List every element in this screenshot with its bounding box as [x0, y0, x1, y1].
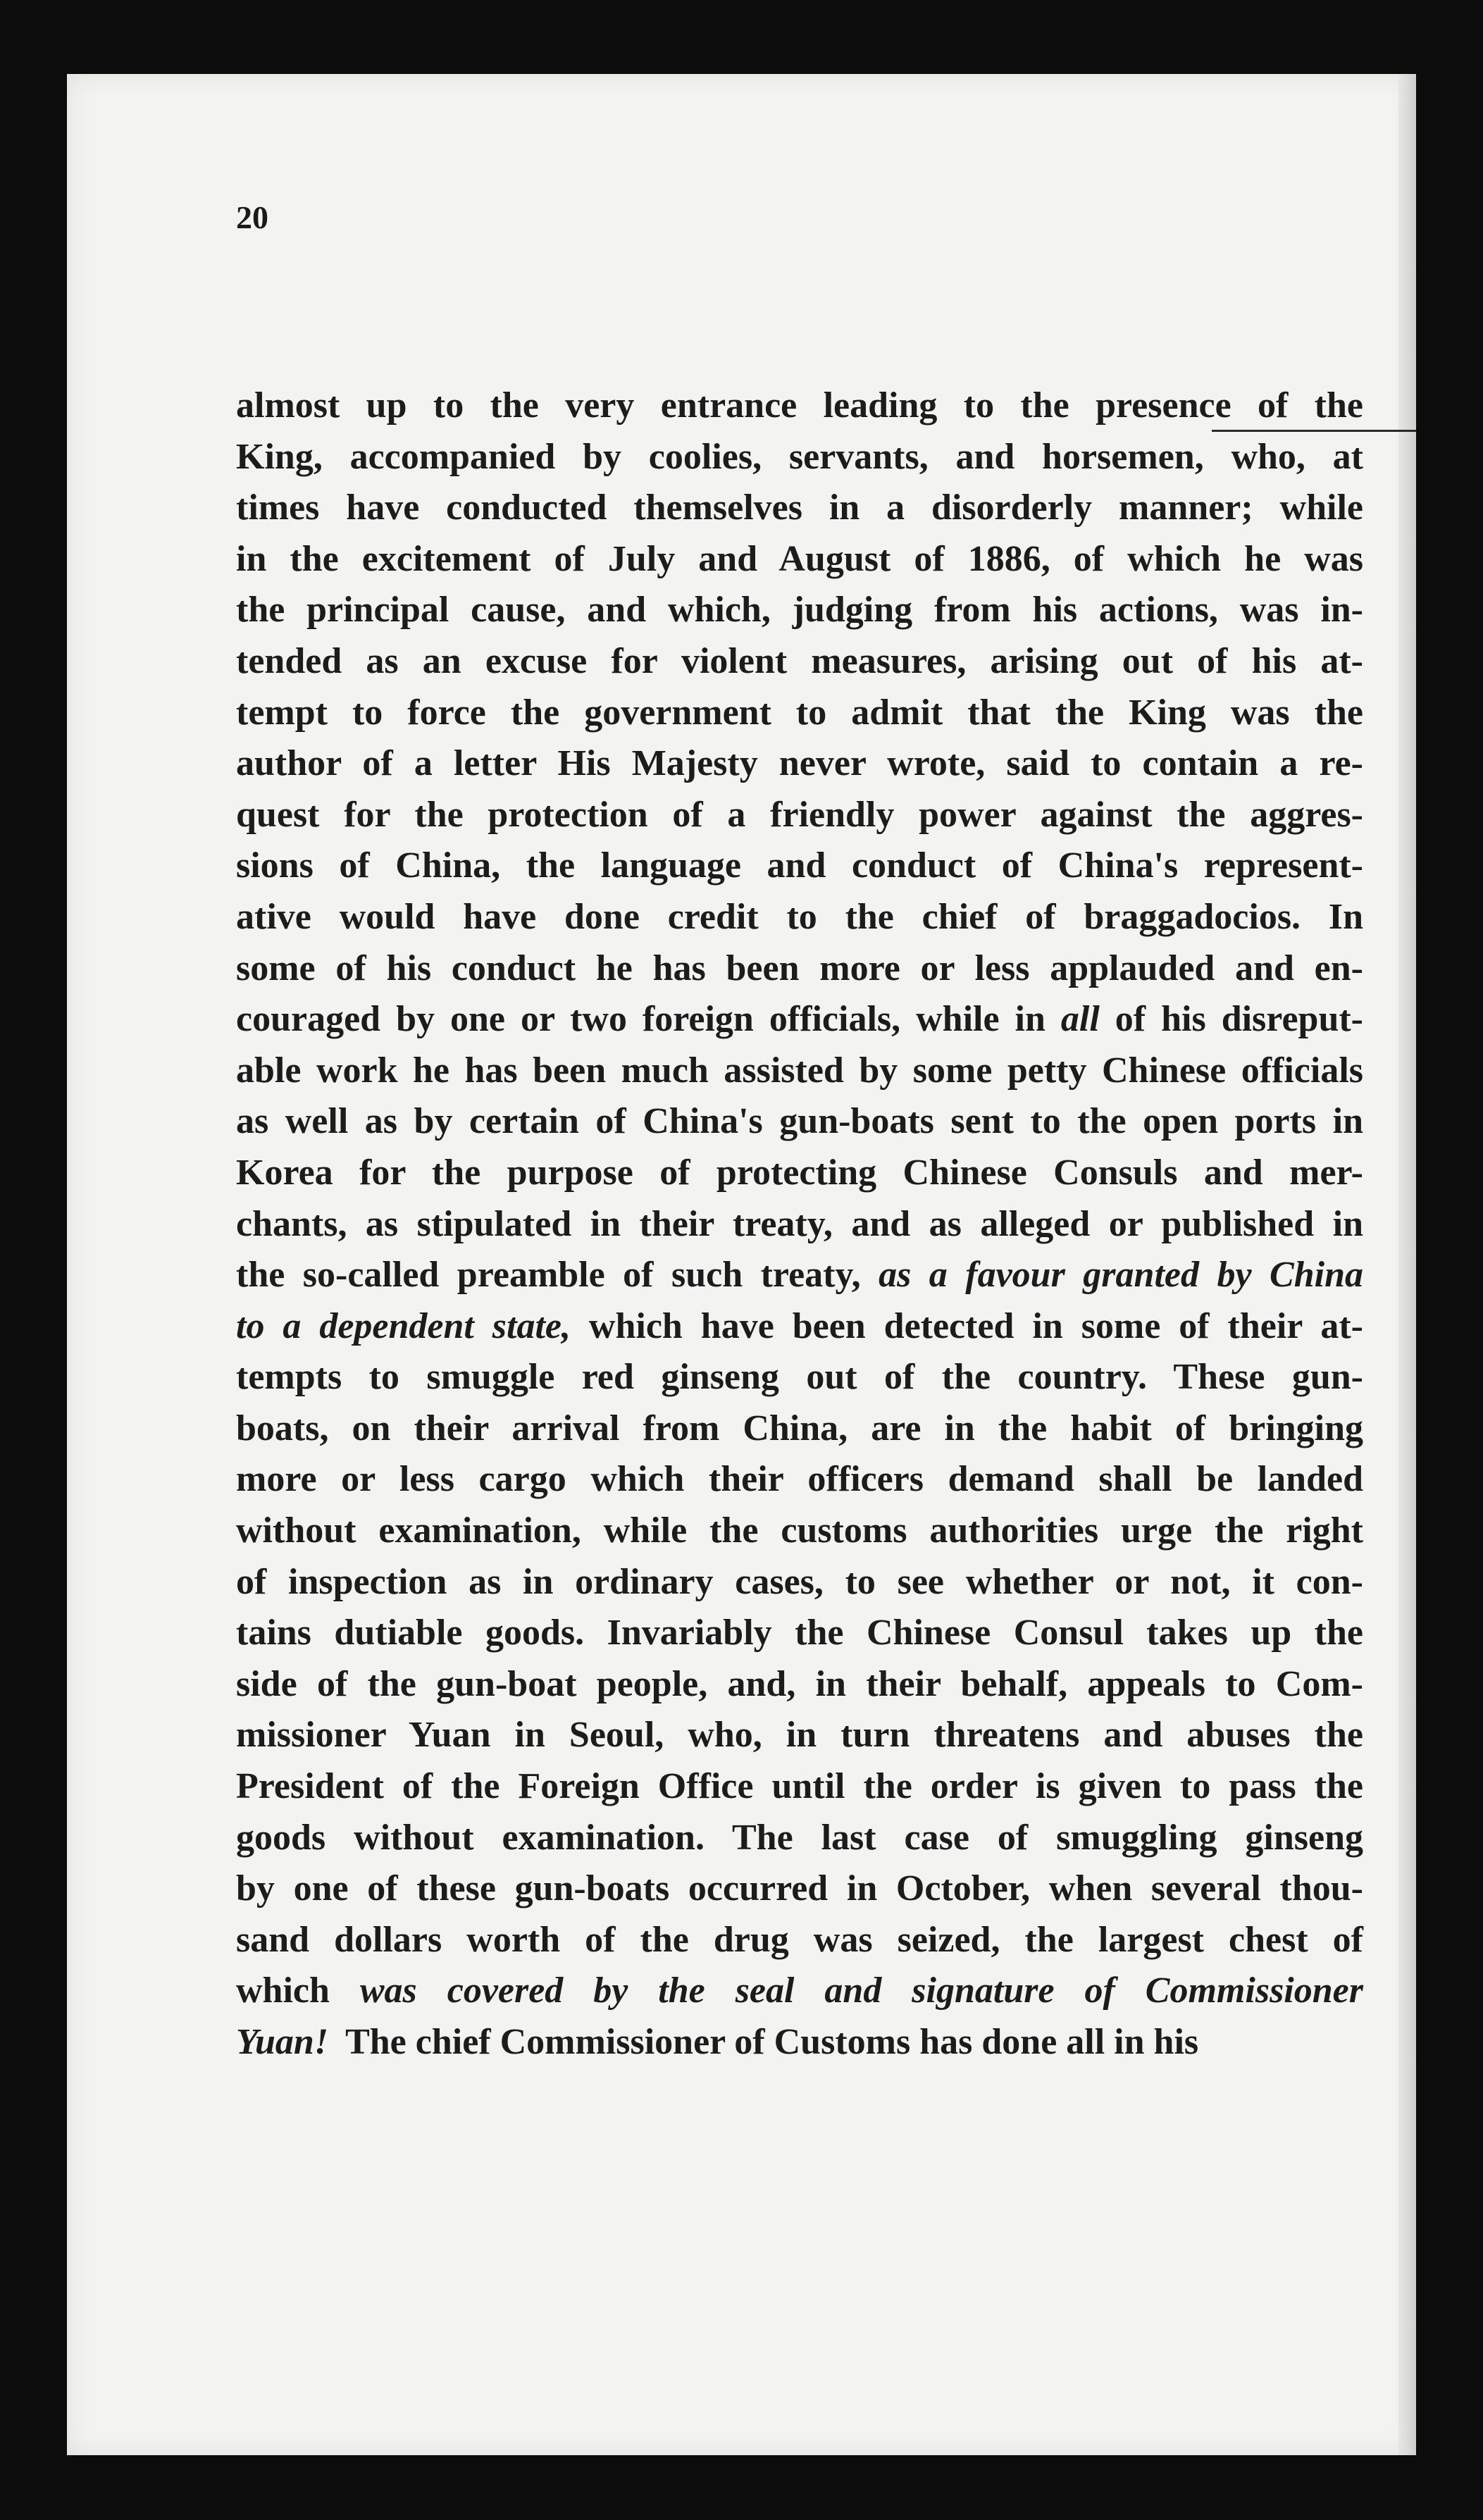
text-line: times have conducted themselves in a disorderly manner; while	[236, 488, 1363, 528]
text-line: without examination, while the customs authorities urge the right	[236, 1510, 1363, 1551]
text-line: President of the Foreign Office until the order is given to pass the	[236, 1766, 1363, 1807]
text-line: sand dollars worth of the drug was seized, the largest chest of	[236, 1919, 1363, 1960]
text-run: of his disreput-	[1099, 999, 1363, 1040]
text-line: almost up to the very entrance leading to the presence of the	[236, 385, 1363, 426]
text-line: goods without examination. The last case of smuggling ginseng	[236, 1817, 1363, 1858]
text-line: tempts to smuggle red ginseng out of the country. These gun-	[236, 1357, 1363, 1398]
text-line: by one of these gun-boats occurred in October, when several thou-	[236, 1868, 1363, 1909]
text-line: ative would have done credit to the chief of braggadocios. In	[236, 896, 1363, 937]
text-line	[236, 1966, 1363, 2017]
text-line: author of a letter His Majesty never wrote, said to contain a re-	[236, 743, 1363, 784]
italic-run: as a favour granted by China	[879, 1255, 1363, 1296]
text-line: more or less cargo which their officers demand shall be landed	[236, 1459, 1363, 1500]
text-line: sions of China, the language and conduct of China's represent-	[236, 845, 1363, 886]
text-run: The chief Commissioner of Customs has done all in his	[345, 2022, 1199, 2062]
text-line: boats, on their arrival from China, are in the habit of bringing	[236, 1408, 1363, 1448]
text-line: tains dutiable goods. Invariably the Chinese Consul takes up the	[236, 1613, 1363, 1653]
text-line: Korea for the purpose of protecting Chinese Consuls and mer-	[236, 1152, 1363, 1193]
text-line: the principal cause, and which, judging from his actions, was in-	[236, 590, 1363, 631]
text-line: as well as by certain of China's gun-boats sent to the open ports in	[236, 1101, 1363, 1142]
text-line: in the excitement of July and August of 1886, of which he was	[236, 538, 1363, 579]
text-line: side of the gun-boat people, and, in their behalf, appeals to Com-	[236, 1663, 1363, 1704]
text-line: able work he has been much assisted by some petty Chinese officials	[236, 1050, 1363, 1091]
italic-run: to a dependent state,	[236, 1305, 571, 1346]
text-line	[236, 2017, 1363, 2068]
text-line	[236, 1301, 1363, 1353]
text-line: chants, as stipulated in their treaty, and as alleged or published in	[236, 1203, 1363, 1244]
page-number: 20	[236, 199, 268, 235]
italic-run: was covered by the seal and signature of Commissioner	[359, 1970, 1363, 2011]
text-line: of inspection as in ordinary cases, to see whether or not, it con-	[236, 1561, 1363, 1602]
body-text	[236, 380, 1363, 2068]
text-line: missioner Yuan in Seoul, who, in turn threatens and abuses the	[236, 1715, 1363, 1756]
text-line: quest for the protection of a friendly power against the aggres-	[236, 794, 1363, 835]
text-run: which	[236, 1970, 360, 2011]
text-line	[236, 994, 1363, 1045]
text-line: King, accompanied by coolies, servants, and horsemen, who, at	[236, 436, 1363, 477]
text-line: some of his conduct he has been more or less applauded and en-	[236, 948, 1363, 988]
text-run: which have been detected in some of their at-	[571, 1305, 1363, 1346]
italic-run: Yuan!	[236, 2022, 329, 2062]
text-run: couraged by one or two foreign officials, while in	[236, 999, 1061, 1040]
text-line	[236, 1250, 1363, 1301]
text-line: tempt to force the government to admit that the King was the	[236, 692, 1363, 733]
text-line: tended as an excuse for violent measures, arising out of his at-	[236, 640, 1363, 681]
text-run: the so-called preamble of such treaty,	[236, 1255, 879, 1296]
italic-run: all	[1060, 999, 1100, 1040]
